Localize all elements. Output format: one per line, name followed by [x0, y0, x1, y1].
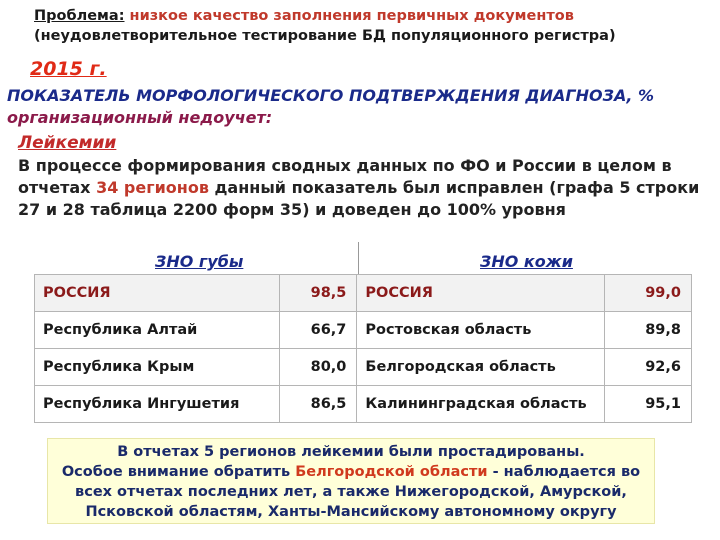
skin-value-cell: 89,8: [605, 312, 692, 349]
table-row: [35, 386, 692, 423]
lip-region-cell: Республика Крым: [35, 349, 280, 386]
problem-statement: [34, 6, 694, 46]
skin-cancer-title: ЗНО кожи: [480, 252, 573, 271]
leukemia-heading: Лейкемии: [18, 133, 117, 153]
table-row: [35, 349, 692, 386]
leukemia-note: [47, 438, 655, 524]
indicator-title: ПОКАЗАТЕЛЬ МОРФОЛОГИЧЕСКОГО ПОДТВЕРЖДЕНИЯ ДИАГНОЗА, %: [7, 86, 655, 105]
table-row: [35, 275, 692, 312]
regions-table: [34, 274, 692, 423]
paragraph-part1: В процессе формирования сводных данных по ФО и России в целом в отчетах: [18, 156, 672, 197]
year-heading: 2015 г.: [30, 58, 107, 80]
problem-text: низкое качество заполнения первичных документов: [124, 8, 574, 24]
note-line-2-a: Особое внимание обратить: [61, 464, 296, 480]
skin-value-cell: 92,6: [605, 349, 692, 386]
lip-value-cell: 80,0: [279, 349, 357, 386]
problem-detail-close: ): [608, 28, 616, 44]
column-divider: [358, 242, 359, 274]
table-row: [35, 312, 692, 349]
lip-value-cell: 98,5: [279, 275, 357, 312]
underrecording-label: организационный недоучет:: [7, 108, 273, 127]
lip-value-cell: 86,5: [279, 386, 357, 423]
lip-region-cell: Республика Алтай: [35, 312, 280, 349]
skin-region-cell: Ростовская область: [357, 312, 605, 349]
note-line-1: В отчетах 5 регионов лейкемии были простадированы.: [117, 444, 585, 460]
skin-value-cell: 95,1: [605, 386, 692, 423]
note-line-2-b: - наблюдается во: [487, 464, 641, 480]
note-line-4: Псковской областям, Ханты-Мансийскому автономному округу: [85, 504, 617, 520]
regions-table-body: [35, 275, 692, 423]
lip-region-cell: Республика Ингушетия: [35, 386, 280, 423]
paragraph-part2: данный показатель был исправлен (графа 5 строки 27 и 28 таблица 2200 форм 35) и доведен до 100% уровня: [18, 178, 700, 219]
skin-value-cell: 99,0: [605, 275, 692, 312]
skin-region-cell: Белгородская область: [357, 349, 605, 386]
correction-paragraph: [18, 155, 708, 221]
skin-region-cell: Калининградская область: [357, 386, 605, 423]
lip-region-cell: РОССИЯ: [35, 275, 280, 312]
note-line-2-highlight: Белгородской области: [295, 464, 488, 480]
lip-cancer-title: ЗНО губы: [155, 252, 244, 271]
skin-region-cell: РОССИЯ: [357, 275, 605, 312]
paragraph-highlight: 34 регионов: [96, 178, 209, 197]
problem-label: Проблема:: [34, 8, 125, 24]
problem-detail: (неудовлетворительное тестирование БД популяционного регистра: [34, 28, 609, 44]
note-line-3: всех отчетах последних лет, а также Нижегородской, Амурской,: [75, 484, 627, 500]
lip-value-cell: 66,7: [279, 312, 357, 349]
note-line-2: [48, 462, 654, 482]
